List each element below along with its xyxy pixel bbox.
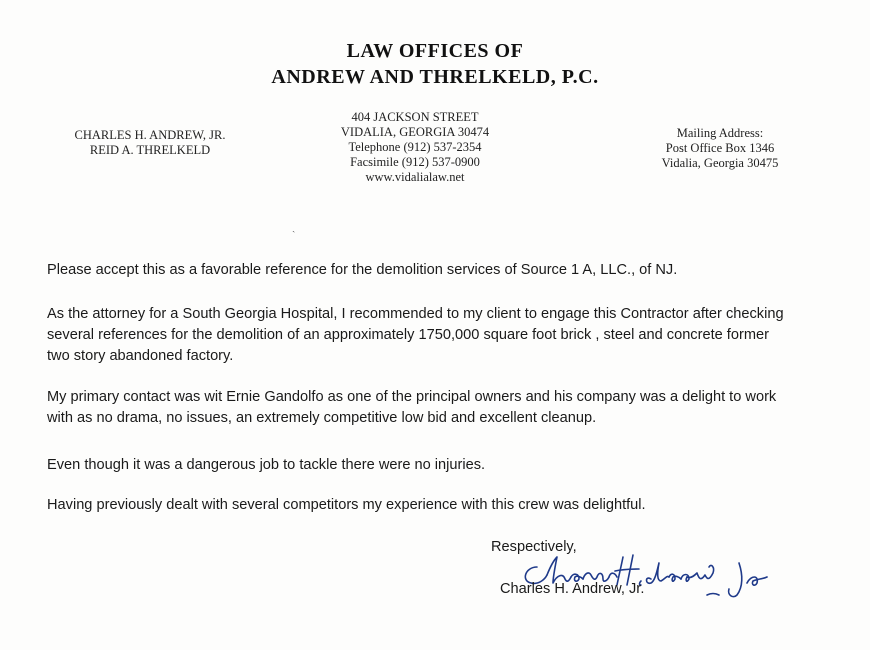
office-address-block [310,110,520,185]
contact-paragraph: My primary contact was wit Ernie Gandolfo as one of the principal owners and his company was a delight to work with as no drama, no issues, an extremely competitive low bid and excellent cleanup. [47,389,777,426]
city-state-zip: VIDALIA, GEORGIA 30474 [340,125,490,139]
closing-salutation: Respectively, [491,539,577,555]
telephone: Telephone (912) 537-2354 [348,140,482,154]
recommendation-paragraph: As the attorney for a South Georgia Hospital, I recommended to my client to engage this Contractor after checking several references for the demolition of an approximately 1750,000 square foot brick , steel and concrete former two story abandoned factory. [47,306,784,364]
firm-name-line-1: LAW OFFICES OF [346,40,524,62]
reference-paragraph: Please accept this as a favorable reference for the demolition services of Source 1 A, LLC., of NJ. [47,262,678,278]
street-address: 404 JACKSON STREET [351,110,479,124]
mailing-heading: Mailing Address: [676,126,764,140]
signer-name: Charles H. Andrew, Jr. [500,581,645,597]
scan-speck: ˏ [292,222,296,233]
partners-block [55,128,245,158]
experience-paragraph: Having previously dealt with several competitors my experience with this crew was delightful. [47,497,646,513]
facsimile: Facsimile (912) 537-0900 [350,155,480,169]
po-box: Post Office Box 1346 [665,141,775,155]
mailing-city: Vidalia, Georgia 30475 [661,156,779,170]
safety-paragraph: Even though it was a dangerous job to tackle there were no injuries. [47,457,486,473]
partner-name: CHARLES H. ANDREW, JR. [74,128,226,142]
partner-name: REID A. THRELKELD [89,143,211,157]
mailing-address-block [630,126,810,171]
firm-name-line-2: ANDREW AND THRELKELD, P.C. [271,66,599,88]
website: www.vidalialaw.net [365,170,465,184]
